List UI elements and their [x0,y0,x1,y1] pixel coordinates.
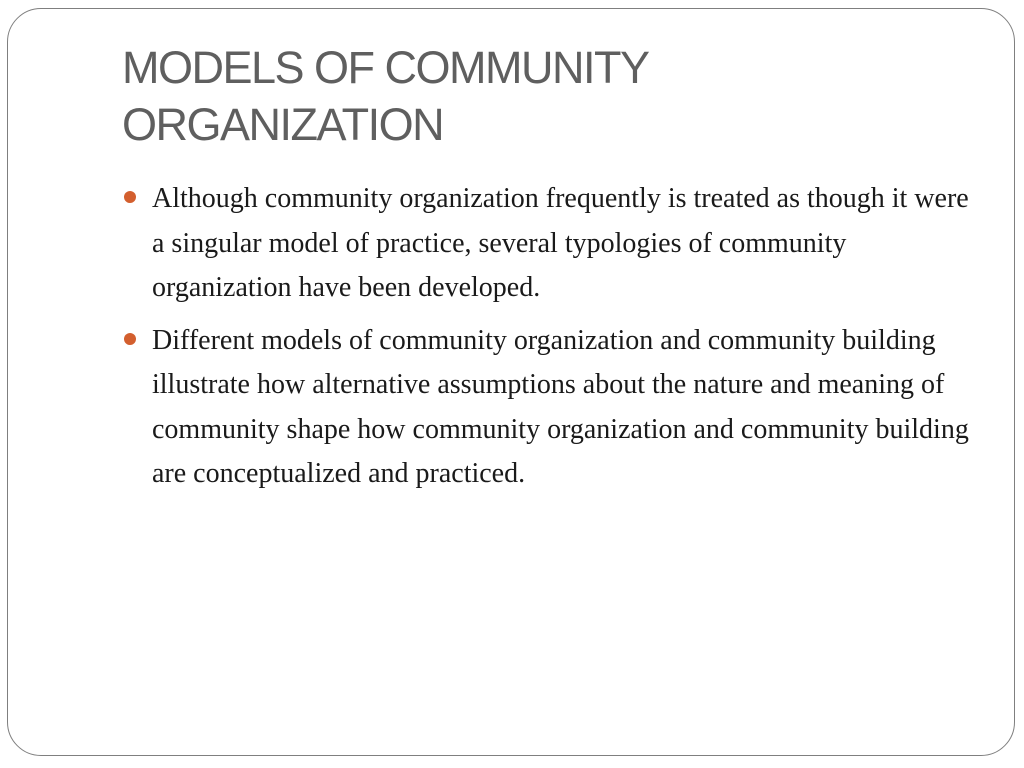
bullet-list [122,177,972,505]
bullet-dot-icon [124,191,136,203]
bullet-text: Different models of community organization and community building illustrate how alternative assumptions about the nature and meaning of community shape how community organization and community building are conceptualized and practiced. [152,324,969,489]
slide-title: MODELS OF COMMUNITY ORGANIZATION [122,42,649,150]
slide-frame [7,8,1015,756]
bullet-text: Although community organization frequently is treated as though it were a singular model of practice, several typologies of community organization have been developed. [152,183,969,303]
bullet-dot-icon [124,333,136,345]
list-item [122,319,972,497]
list-item [122,177,972,311]
